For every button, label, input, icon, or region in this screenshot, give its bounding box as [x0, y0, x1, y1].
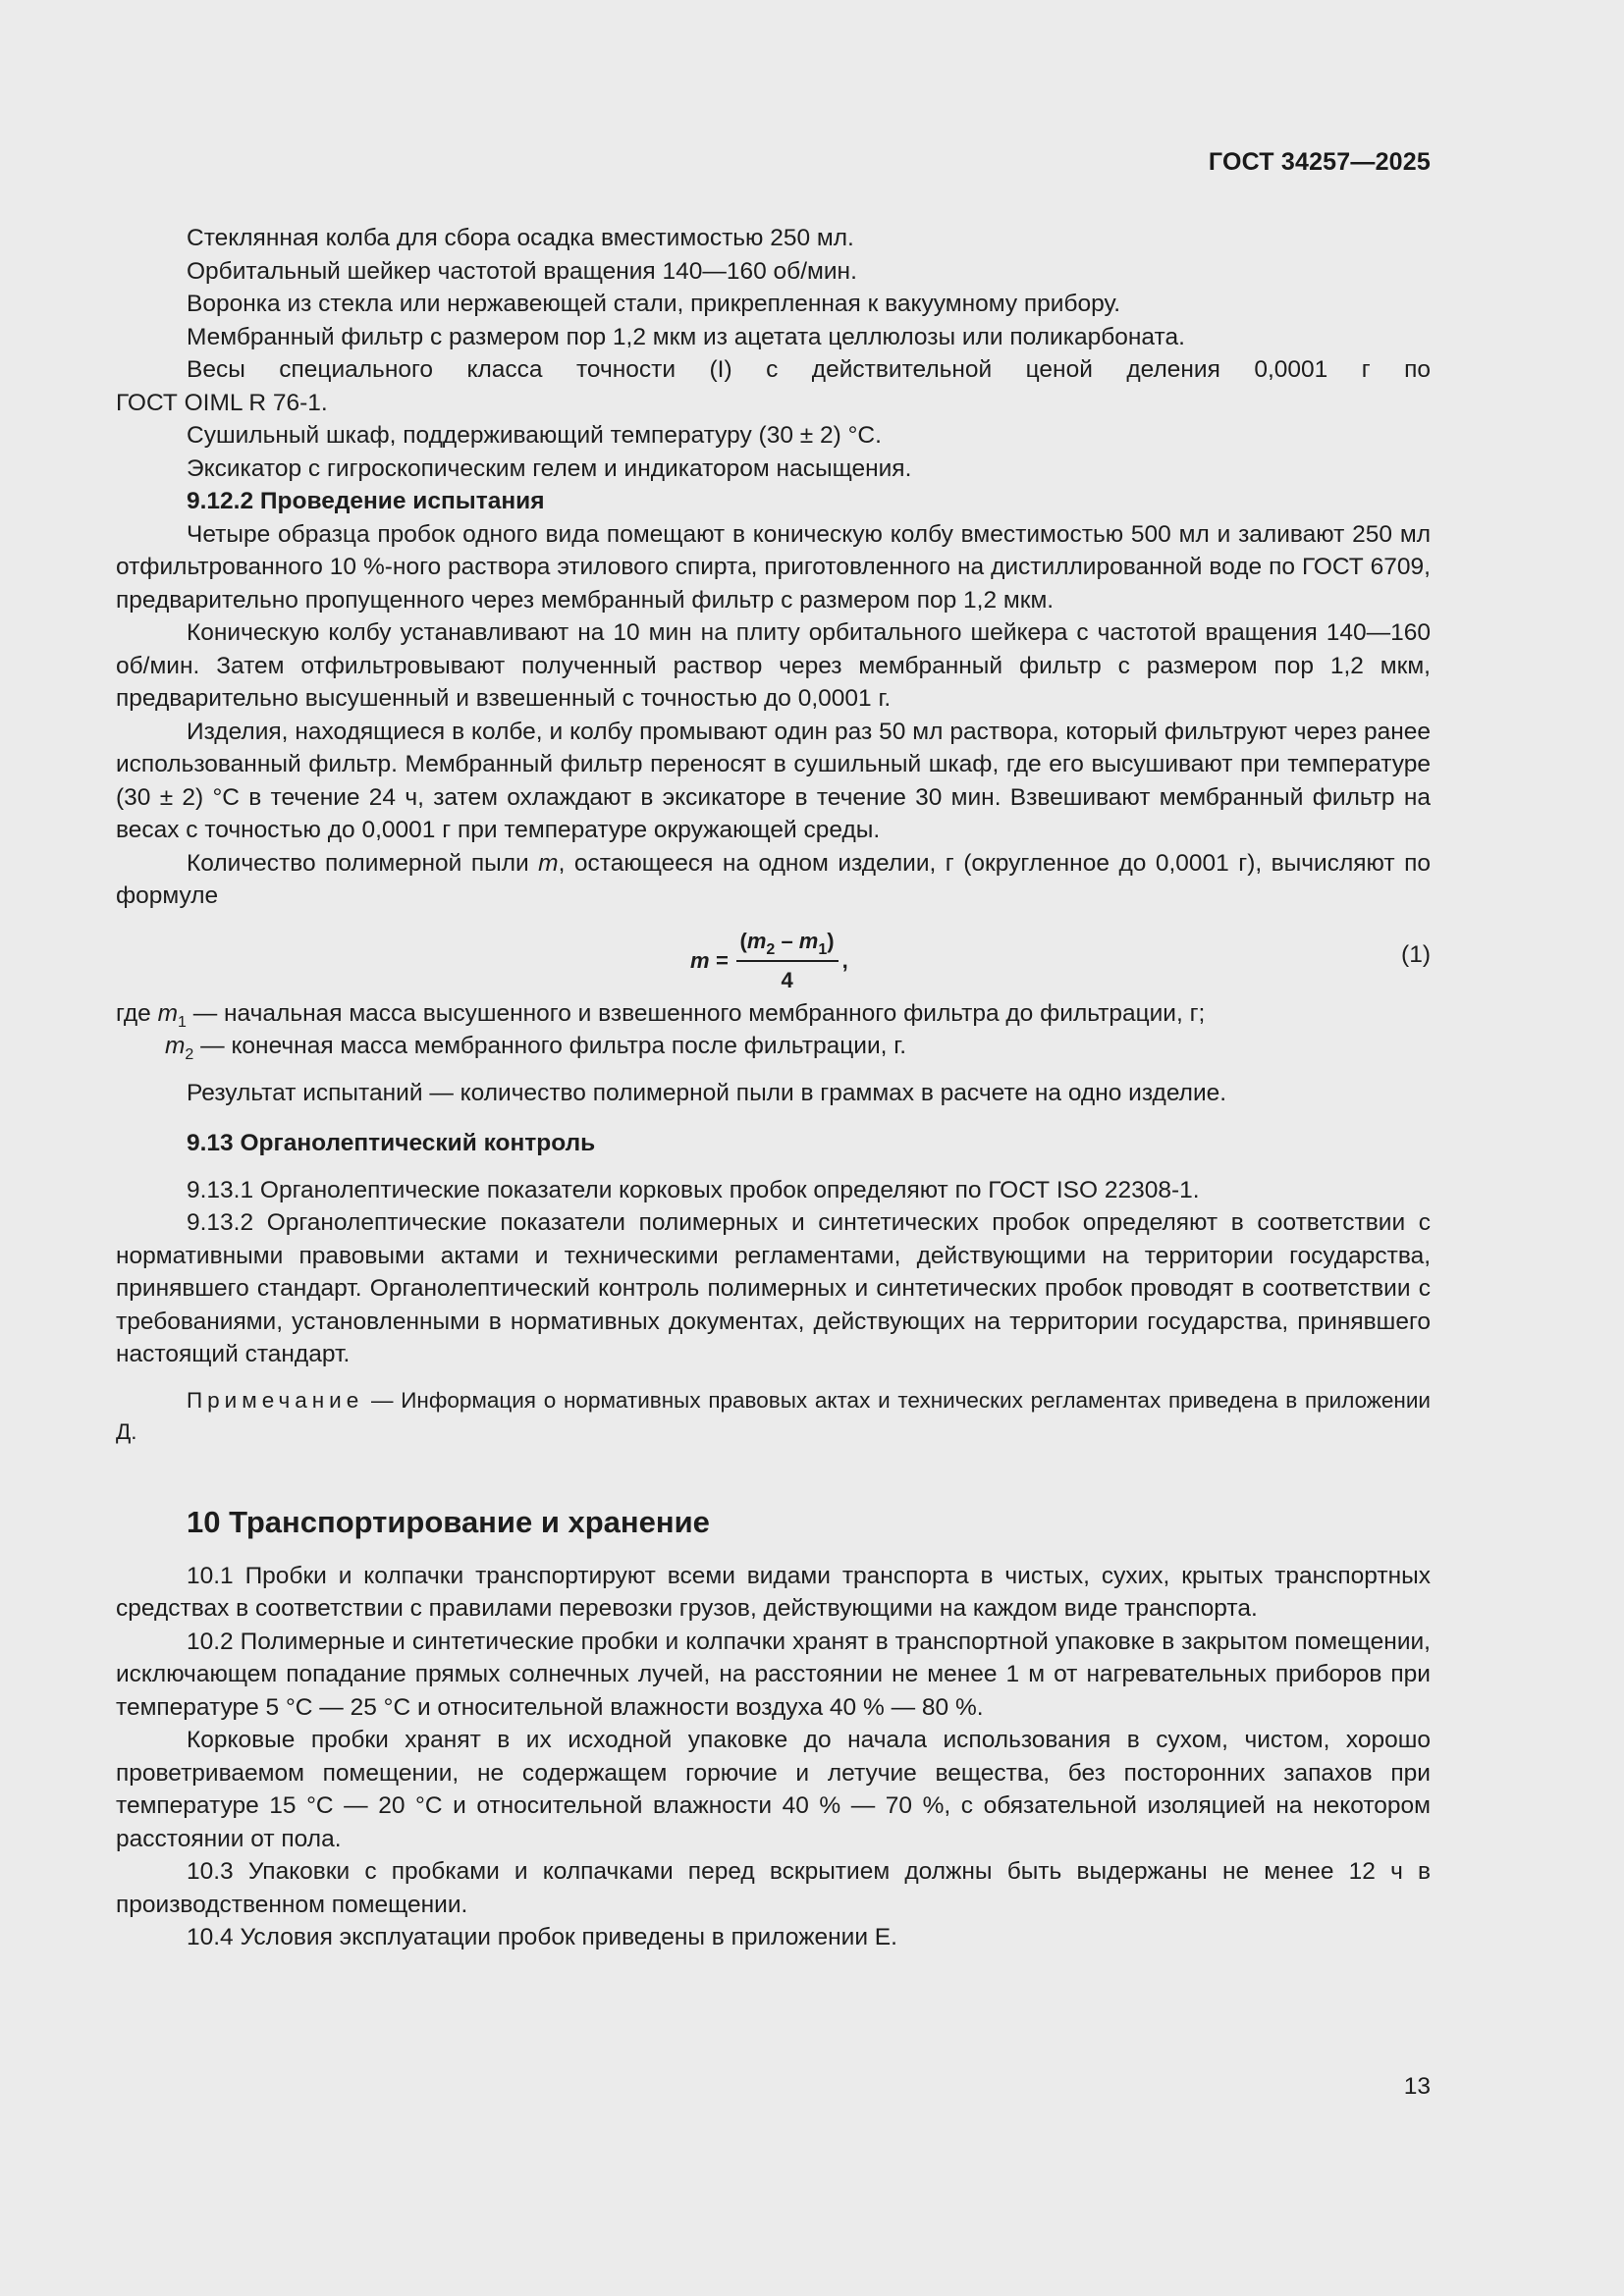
where-m1	[116, 997, 1431, 1031]
page-number: 13	[1403, 2073, 1431, 2100]
equipment-item: Воронка из стекла или нержавеющей стали, прикрепленная к вакуумному прибору.	[187, 291, 1121, 317]
note-label: Примечание	[187, 1387, 364, 1413]
var-m2: m	[165, 1033, 186, 1059]
paragraph: 10.1 Пробки и колпачки транспортируют всеми видами транспорта в чистых, сухих, крытых транспортных средствах в соответствии с правилами перевозки грузов, действующими на каждом виде транспорта.	[116, 1562, 1431, 1622]
var-m2: m	[746, 928, 767, 953]
where-prefix: где	[116, 999, 158, 1027]
formula-fraction	[736, 925, 839, 997]
text-fragment: , остающееся на одном изделии, г (округленное до 0,0001 г), вычисляют по формуле	[116, 849, 1431, 909]
standard-header: ГОСТ 34257—2025	[1208, 148, 1431, 176]
paragraph: Изделия, находящиеся в колбе, и колбу промывают один раз 50 мл раствора, который фильтруют через ранее использованный фильтр. Мембранный фильтр переносят в сушильный шкаф, где его высушивают при температуре (30 ± 2) °С в течение 24 ч, затем охлаждают в эксикаторе в течение 30 мин. Взвешивают мембранный фильтр на весах с точностью до 0,0001 г при температуре окружающей среды.	[116, 718, 1431, 843]
formula-denominator: 4	[781, 968, 793, 992]
note	[116, 1385, 1431, 1448]
formula-comma: ,	[841, 947, 848, 973]
sub-1: 1	[818, 940, 828, 958]
paragraph: 10.3 Упаковки с пробками и колпачками перед вскрытием должны быть выдержаны не менее 12 ч в производственном помещении.	[116, 1858, 1431, 1918]
var-m1: m	[798, 928, 819, 953]
sub-2: 2	[766, 940, 776, 958]
sub-1: 1	[178, 1013, 187, 1031]
equipment-item: Мембранный фильтр с размером пор 1,2 мкм из ацетата целлюлозы или поликарбоната.	[187, 323, 1185, 350]
paragraph: 10.2 Полимерные и синтетические пробки и колпачки хранят в транспортной упаковке в закрытом помещении, исключающем попадание прямых солнечных лучей, на расстоянии не менее 1 м от нагревательных приборов при температуре 5 °С — 25 °С и относительной влажности воздуха 40 % — 80 %.	[116, 1628, 1431, 1721]
paren-close: )	[827, 928, 835, 953]
formula-intro-paragraph	[116, 847, 1431, 913]
text-fragment: Количество полимерной пыли	[187, 849, 539, 877]
where-m2	[116, 1030, 1431, 1063]
scales-line-2: ГОСТ OIML R 76-1.	[116, 389, 328, 416]
section-heading-9-12-2: 9.12.2 Проведение испытания	[187, 488, 545, 514]
section-heading-10: 10 Транспортирование и хранение	[187, 1504, 710, 1539]
note-text: — Информация о нормативных правовых актах и технических регламентах приведена в приложении Д.	[116, 1387, 1431, 1444]
minus-sign: –	[775, 928, 799, 953]
var-m1: m	[157, 999, 178, 1027]
paragraph: 9.13.1 Органолептические показатели корковых пробок определяют по ГОСТ ISO 22308-1.	[187, 1176, 1200, 1203]
formula	[690, 925, 848, 997]
paragraph: Четыре образца пробок одного вида помещают в коническую колбу вместимостью 500 мл и заливают 250 мл отфильтрованного 10 %-ного раствора этилового спирта, приготовленного на дистиллированной воде по ГОСТ 6709, предварительно пропущенного через мембранный фильтр с размером пор 1,2 мкм.	[116, 520, 1431, 614]
paren-open: (	[739, 928, 747, 953]
equipment-item: Орбитальный шейкер частотой вращения 140—160 об/мин.	[187, 257, 857, 285]
formula-numerator	[736, 925, 839, 963]
section-heading-9-13: 9.13 Органолептический контроль	[187, 1130, 596, 1156]
paragraph: Коническую колбу устанавливают на 10 мин на плиту орбитального шейкера с частотой вращения 140—160 об/мин. Затем отфильтровывают полученный раствор через мембранный фильтр с размером пор 1,2 мкм, предварительно высушенный и взвешенный с точностью до 0,0001 г.	[116, 619, 1431, 712]
formula-block	[116, 921, 1431, 991]
formula-lhs: m =	[690, 947, 729, 973]
equipment-item: Стеклянная колба для сбора осадка вместимостью 250 мл.	[187, 225, 854, 251]
sub-2: 2	[185, 1046, 194, 1063]
equipment-item: Эксикатор с гигроскопическим гелем и индикатором насыщения.	[187, 454, 912, 482]
equation-number: (1)	[1401, 940, 1431, 968]
paragraph: 10.4 Условия эксплуатации пробок приведены в приложении Е.	[187, 1924, 897, 1950]
scales-line-1: Весы специального класса точности (I) с действительной ценой деления 0,0001 г по	[187, 356, 1431, 383]
result-paragraph: Результат испытаний — количество полимерной пыли в граммах в расчете на одно изделие.	[187, 1079, 1227, 1106]
paragraph: Корковые пробки хранят в их исходной упаковке до начала использования в сухом, чистом, хорошо проветриваемом помещении, не содержащем горючие и летучие вещества, без посторонних запахов при температуре 15 °С — 20 °С и относительной влажности 40 % — 70 %, с обязательной изоляцией на некотором расстоянии от пола.	[116, 1727, 1431, 1852]
equipment-item: Сушильный шкаф, поддерживающий температуру (30 ± 2) °С.	[187, 422, 882, 449]
where-m2-text: — конечная масса мембранного фильтра после фильтрации, г.	[193, 1033, 907, 1059]
paragraph: 9.13.2 Органолептические показатели полимерных и синтетических пробок определяют в соответствии с нормативными правовыми актами и техническими регламентами, действующими на территории государства, принявшего стандарт. Органолептический контроль полимерных и синтетических пробок проводят в соответствии с требованиями, установленными в нормативных документах, действующих на территории государства, принявшего настоящий стандарт.	[116, 1209, 1431, 1367]
page-content	[116, 222, 1431, 1954]
variable-m: m	[538, 849, 559, 877]
where-m1-text: — начальная масса высушенного и взвешенного мембранного фильтра до фильтрации, г;	[186, 999, 1206, 1027]
